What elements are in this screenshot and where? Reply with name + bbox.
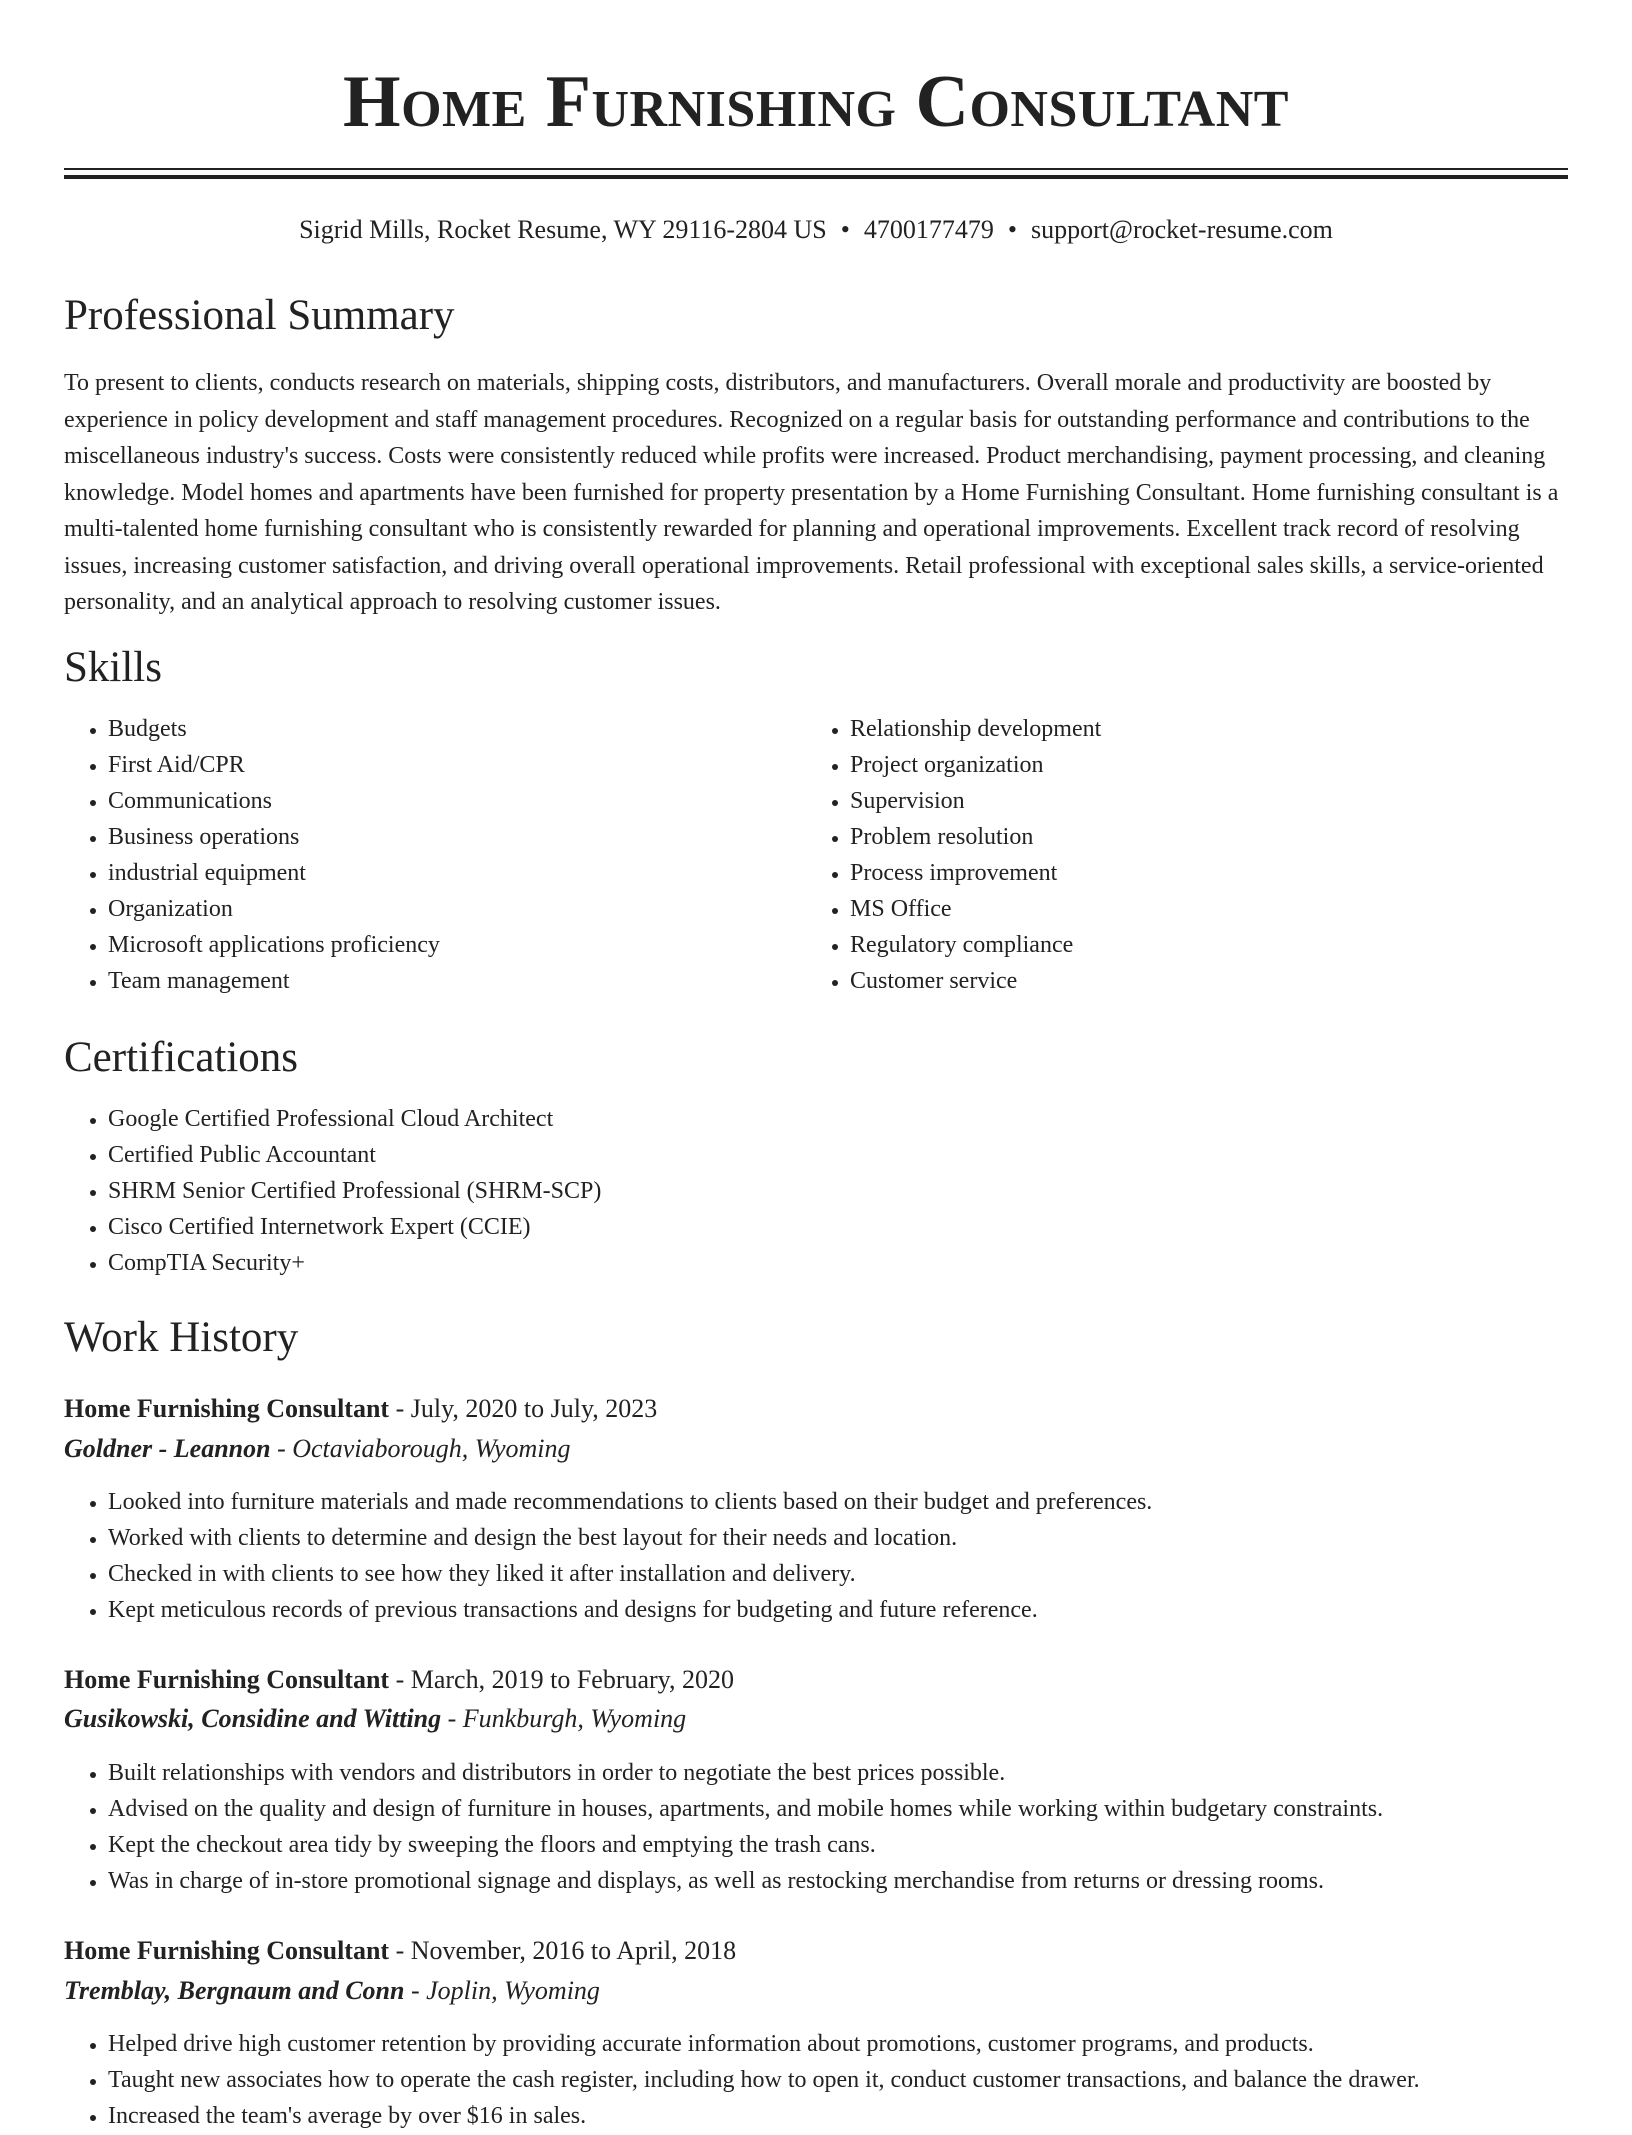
job-bullet: • Taught new associates how to operate the cash register, including how to open it, conduct customer transactions, and balance the drawer. — [108, 2062, 1420, 2098]
work-history-heading: Work History — [64, 1314, 299, 1361]
job-title: Home Furnishing Consultant — [64, 1936, 390, 1965]
skill-item: • First Aid/CPR — [108, 747, 440, 783]
skill-item: • Project organization — [850, 747, 1101, 783]
skills-list-left — [64, 711, 440, 999]
contact-email: support@rocket-resume.com — [1031, 215, 1333, 244]
job-bullets — [64, 1755, 1383, 1899]
summary-heading: Professional Summary — [64, 292, 455, 339]
job-location: - Joplin, Wyoming — [404, 1976, 600, 2005]
skill-item: • Relationship development — [850, 711, 1101, 747]
contact-address: Sigrid Mills, Rocket Resume, WY 29116-2804 US — [299, 215, 827, 244]
job-dates: - November, 2016 to April, 2018 — [389, 1936, 737, 1965]
summary-text: To present to clients, conducts research on materials, shipping costs, distributors, and manufacturers. Overall morale and productivity are boosted by experience in policy development and staff management procedures. Recognized on a regular basis for outstanding performance and contributions to the miscellaneous industry's success. Costs were consistently reduced while profits were increased. Product merchandising, payment processing, and cleaning knowledge. Model homes and apartments have been furnished for property presentation by a Home Furnishing Consultant. Home furnishing consultant is a multi-talented home furnishing consultant who is consistently rewarded for planning and operational improvements. Excellent track record of resolving issues, increasing customer satisfaction, and driving overall operational improvements. Retail professional with exceptional sales skills, a service-oriented personality, and an analytical approach to resolving customer issues. — [64, 370, 1559, 615]
skill-item: • Process improvement — [850, 855, 1101, 891]
job-bullet: • Looked into furniture materials and made recommendations to clients based on their budget and preferences. — [108, 1484, 1152, 1520]
skill-item: • Supervision — [850, 783, 1101, 819]
job-bullet: • Built relationships with vendors and distributors in order to negotiate the best prices possible. — [108, 1755, 1383, 1791]
job-title-line — [64, 1932, 736, 1970]
skill-item: • Budgets — [108, 711, 440, 747]
title-divider-thick — [64, 175, 1568, 179]
skill-item: • Team management — [108, 963, 440, 999]
skill-item: • Problem resolution — [850, 819, 1101, 855]
skill-item: • industrial equipment — [108, 855, 440, 891]
job-location: - Octaviaborough, Wyoming — [270, 1434, 571, 1463]
certifications-heading: Certifications — [64, 1034, 299, 1081]
skill-item: • MS Office — [850, 891, 1101, 927]
skill-item: • Communications — [108, 783, 440, 819]
job-company-line — [64, 1972, 600, 2010]
contact-separator: • — [840, 215, 850, 244]
skills-heading: Skills — [64, 644, 162, 691]
certification-item: • Cisco Certified Internetwork Expert (CCIE) — [108, 1209, 601, 1245]
title-divider-thin — [64, 168, 1568, 170]
job-location: - Funkburgh, Wyoming — [441, 1704, 687, 1733]
job-bullet: • Checked in with clients to see how they liked it after installation and delivery. — [108, 1556, 1152, 1592]
job-company-line — [64, 1700, 686, 1738]
job-company: Gusikowski, Considine and Witting — [64, 1704, 442, 1733]
job-bullet: • Advised on the quality and design of furniture in houses, apartments, and mobile homes while working within budgetary constraints. — [108, 1791, 1383, 1827]
certifications-list — [64, 1101, 601, 1281]
job-title: Home Furnishing Consultant — [64, 1394, 390, 1423]
job-bullet: • Kept the checkout area tidy by sweeping the floors and emptying the trash cans. — [108, 1827, 1383, 1863]
job-bullet: • Worked with clients to determine and design the best layout for their needs and location. — [108, 1520, 1152, 1556]
job-bullets — [64, 1484, 1152, 1628]
job-bullet: • Helped drive high customer retention by providing accurate information about promotions, customer programs, and products. — [108, 2026, 1420, 2062]
job-company: Tremblay, Bergnaum and Conn — [64, 1976, 405, 2005]
resume-title: Home Furnishing Consultant — [343, 61, 1289, 143]
job-bullet: • Was in charge of in-store promotional signage and displays, as well as restocking merchandise from returns or dressing rooms. — [108, 1863, 1383, 1899]
skills-list-right — [806, 711, 1101, 999]
job-title: Home Furnishing Consultant — [64, 1665, 390, 1694]
certification-item: • Google Certified Professional Cloud Architect — [108, 1101, 601, 1137]
job-bullets — [64, 2026, 1420, 2134]
job-company: Goldner - Leannon — [64, 1434, 271, 1463]
skill-item: • Customer service — [850, 963, 1101, 999]
certification-item: • SHRM Senior Certified Professional (SHRM-SCP) — [108, 1173, 601, 1209]
job-dates: - July, 2020 to July, 2023 — [389, 1394, 658, 1423]
skill-item: • Microsoft applications proficiency — [108, 927, 440, 963]
contact-separator: • — [1007, 215, 1017, 244]
job-title-line — [64, 1661, 734, 1699]
job-bullet: • Kept meticulous records of previous transactions and designs for budgeting and future reference. — [108, 1592, 1152, 1628]
skill-item: • Business operations — [108, 819, 440, 855]
contact-phone: 4700177479 — [863, 215, 994, 244]
job-bullet: • Increased the team's average by over $16 in sales. — [108, 2098, 1420, 2134]
job-title-line — [64, 1390, 657, 1428]
contact-line — [64, 212, 1568, 248]
certification-item: • CompTIA Security+ — [108, 1245, 601, 1281]
job-dates: - March, 2019 to February, 2020 — [389, 1665, 734, 1694]
job-company-line — [64, 1430, 571, 1468]
skill-item: • Regulatory compliance — [850, 927, 1101, 963]
certification-item: • Certified Public Accountant — [108, 1137, 601, 1173]
skill-item: • Organization — [108, 891, 440, 927]
